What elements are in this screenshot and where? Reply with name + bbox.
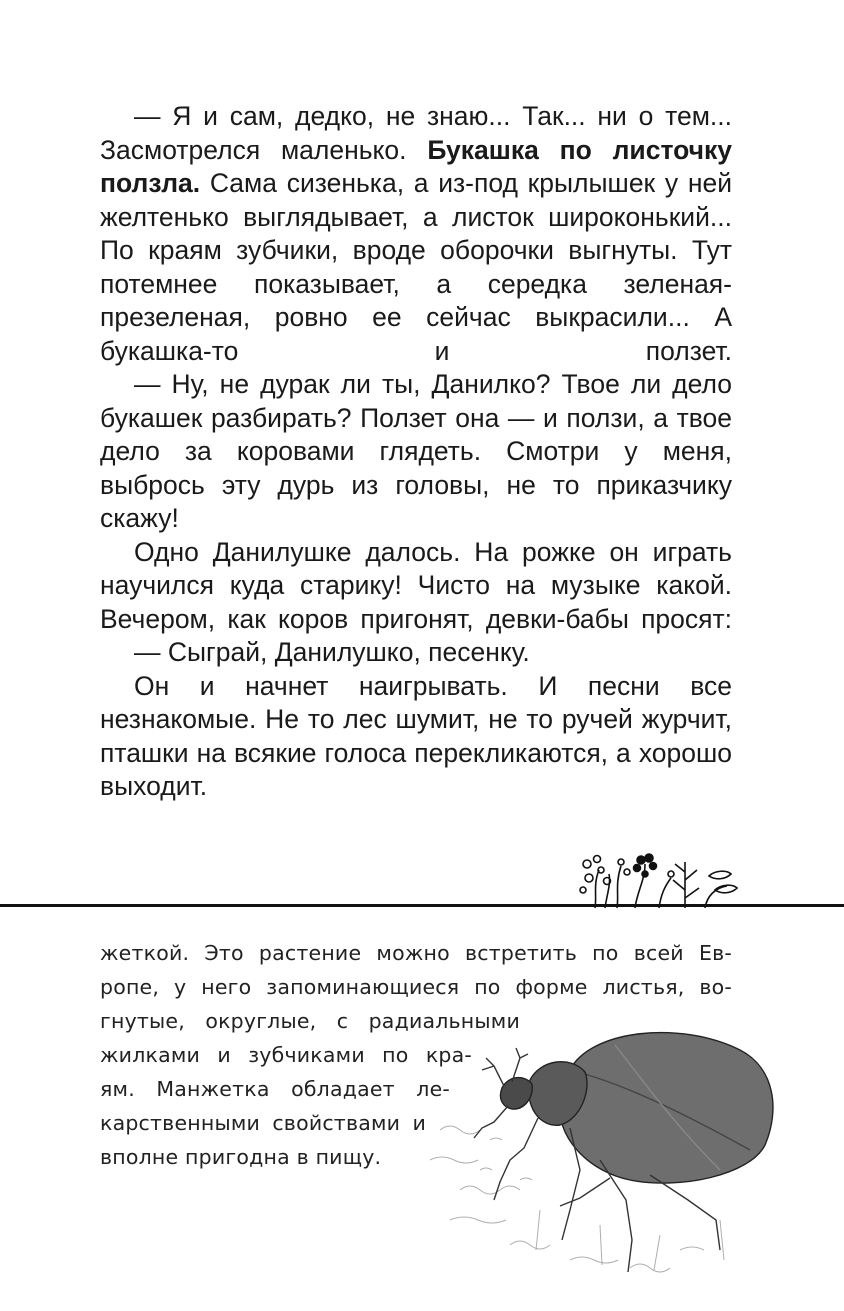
text-run: — Ну, не дурак ли ты, Данилко? Твое ли дело букашек разбирать? Ползет она — и ползи, а твое дело за коровами глядеть. Смотри у меня, выбрось эту дурь из головы, не то приказчику скажу! — [100, 369, 732, 533]
paragraph-2 — [100, 368, 732, 536]
main-text — [100, 100, 732, 804]
footnote-line: жеткой. Это растение можно встретить по всей Ев- — [100, 941, 732, 965]
footnote-line: ям. Манжетка обладает ле- — [100, 1077, 450, 1101]
paragraph-5 — [100, 670, 732, 804]
footnote-text — [100, 936, 732, 1174]
paragraph-3 — [100, 536, 732, 637]
text-run-bold: Букашка по листочку ползла. — [100, 134, 732, 198]
footnote-line: карственными свойствами и — [100, 1111, 426, 1135]
text-run: Он и начнет наигрывать. И песни все незнакомые. Не то лес шумит, не то ручей журчит, пташки на всякие голоса перекликаются, а хорошо выходит. — [100, 670, 732, 801]
paragraph-1 — [100, 100, 732, 368]
text-run: Одно Данилушке далось. На рожке он играть научился куда старику! Чисто на музыке какой. Вечером, как коров пригонят, девки-бабы просят: — [100, 536, 732, 634]
text-run: — Сыграй, Данилушко, песенку. — [134, 637, 530, 667]
divider-line — [0, 904, 844, 907]
footnote-line: гнутые, округлые, с радиальными — [100, 1009, 520, 1033]
footnote-line: ропе, у него запоминающиеся по форме листья, во- — [100, 975, 732, 999]
footnote-line: вполне пригодна в пищу. — [100, 1145, 382, 1169]
text-run: Сама сизенька, а из-под крылышек у ней желтенько выглядывает, а листок широконький... По краям зубчики, вроде оборочки выгнуты. Тут потемнее показывает, а середка зеленая-презеленая, ровно ее сейчас выкрасили... А букашка-то и ползет. — [100, 168, 732, 366]
paragraph-4 — [100, 636, 732, 670]
text-run: — Я и сам, дедко, не знаю... Так... ни о тем... Засмотрелся маленько. — [100, 101, 732, 165]
plants-sprig-icon — [575, 850, 745, 910]
footnote-line: жилками и зубчиками по кра- — [100, 1043, 472, 1067]
